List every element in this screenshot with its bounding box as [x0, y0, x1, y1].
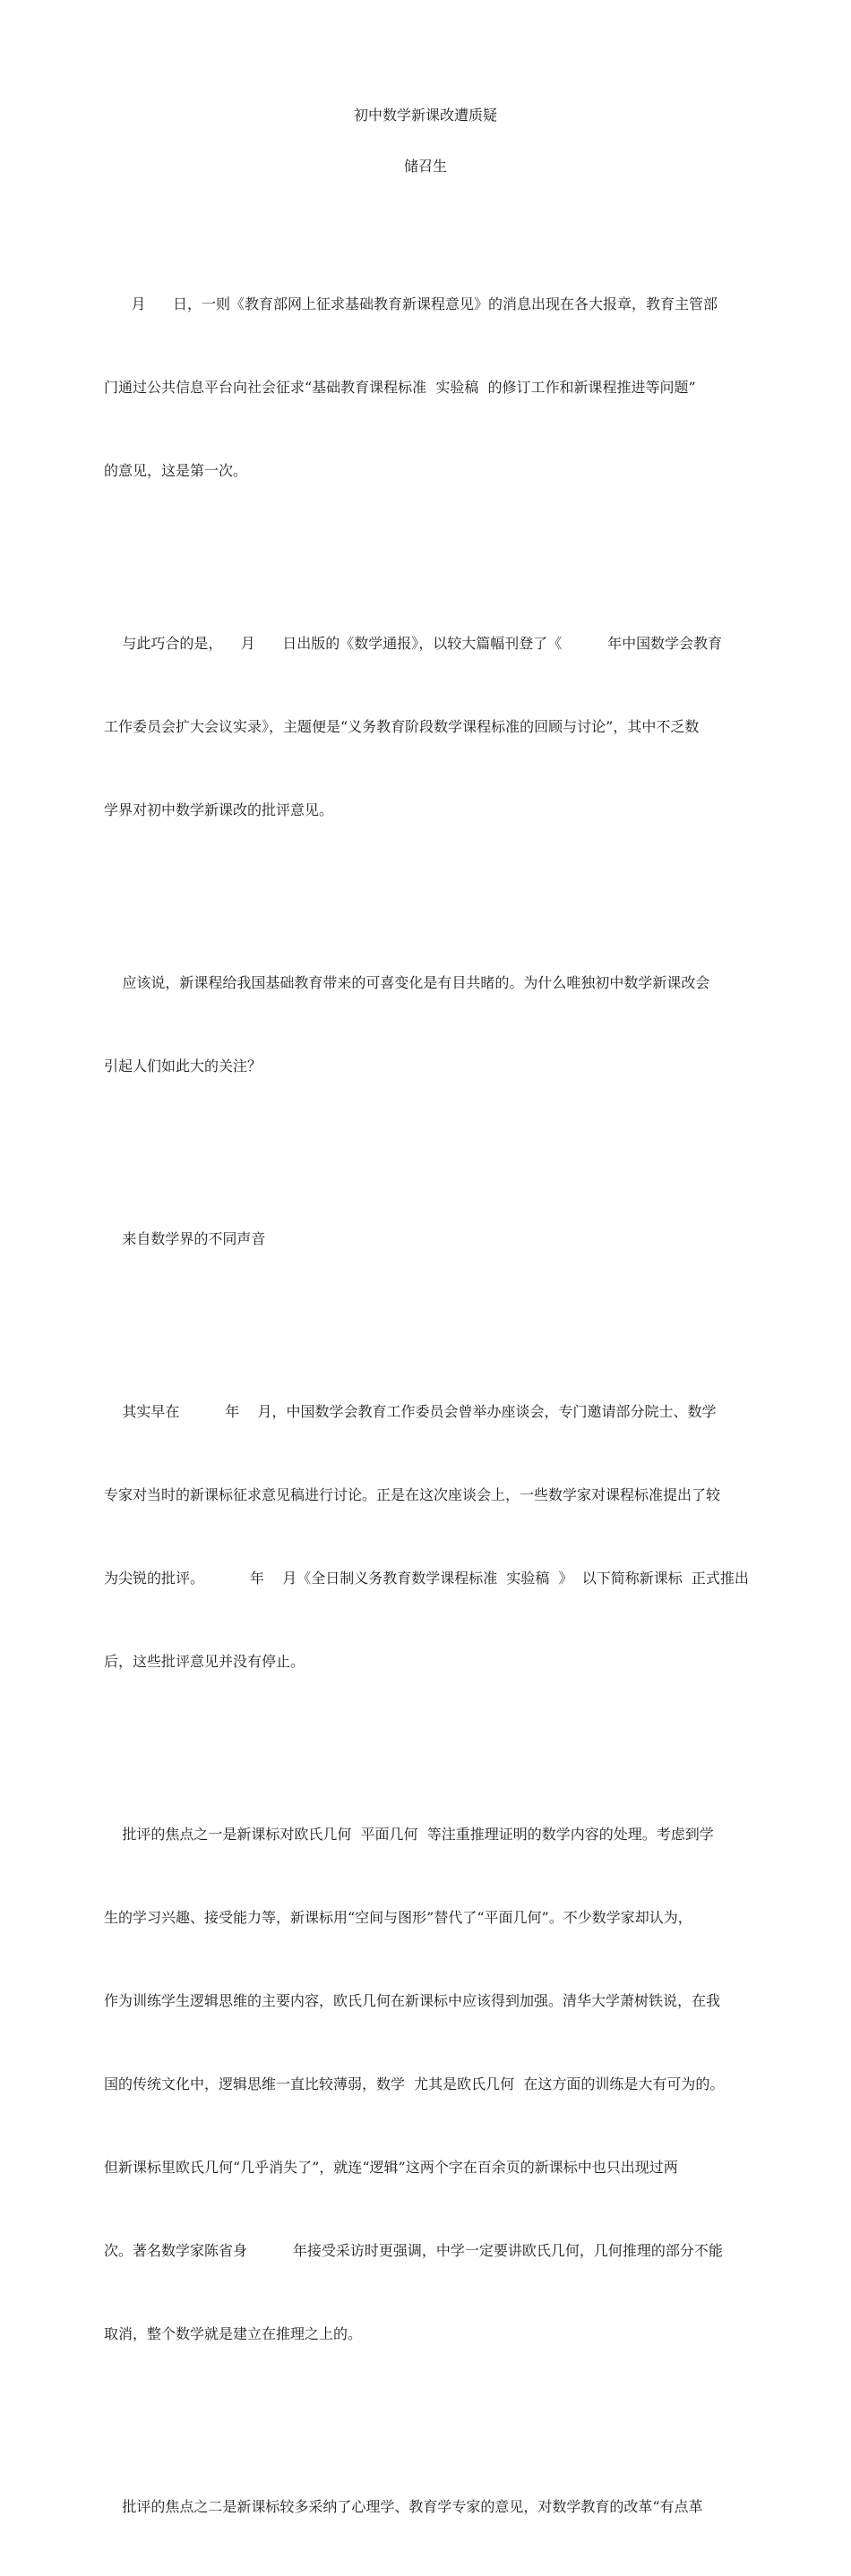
- text-line: 取消，整个数学就是建立在推理之上的。: [104, 2325, 363, 2342]
- paragraph: [104, 913, 751, 1135]
- text-line: 次。著名数学家陈省身 年接受采访时更强调，中学一定要讲欧氏几何，几何推理的部分不能: [104, 2242, 723, 2259]
- text-line: 但新课标里欧氏几何“几乎消失了”，就连“逻辑”这两个字在百余页的新课标中也只出现过两: [104, 2159, 678, 2176]
- text-line: 后，这些批评意见并没有停止。: [104, 1653, 305, 1670]
- text-line: 与此巧合的是， 月 日出版的《数学通报》，以较大篇幅刊登了《 年中国数学会教育: [104, 635, 723, 652]
- paragraph: [104, 1342, 751, 1731]
- text-line: 为尖锐的批评。 年 月《全日制义务教育数学课程标准 实验稿 》 以下简称新课标 正式推出: [104, 1570, 749, 1587]
- text-line: 作为训练学生逻辑思维的主要内容，欧氏几何在新课标中应该得到加强。清华大学萧树铁说，在我: [104, 1992, 721, 2009]
- paragraph: [104, 2437, 751, 2576]
- text-line: 应该说，新课程给我国基础教育带来的可喜变化是有目共睹的。为什么唯独初中数学新课改会: [104, 974, 710, 991]
- text-line: 生的学习兴趣、接受能力等，新课标用“空间与图形”替代了“平面几何”。不少数学家却认为，: [104, 1909, 692, 1926]
- paragraph: [104, 1765, 751, 2403]
- text-line: 专家对当时的新课标征求意见稿进行讨论。正是在这次座谈会上，一些数学家对课程标准提出了较: [104, 1486, 721, 1503]
- text-line: 引起人们如此大的关注？: [104, 1057, 262, 1074]
- text-line: 国的传统文化中，逻辑思维一直比较薄弱，数学 尤其是欧氏几何 在这方面的训练是大有可为的。: [104, 2075, 725, 2092]
- text-line: 学界对初中数学新课改的批评意见。: [104, 801, 334, 818]
- paragraph: [104, 235, 751, 540]
- document-title: 初中数学新课改遭质疑: [353, 107, 497, 124]
- text-line: 月 日，一则《教育部网上征求基础教育新课程意见》的消息出现在各大报章，教育主管部: [104, 295, 718, 312]
- section-heading: [104, 1169, 751, 1308]
- paragraph: [104, 574, 751, 879]
- text-line: 工作委员会扩大会议实录》，主题便是“义务教育阶段数学课程标准的回顾与讨论”，其中不乏数: [104, 718, 700, 735]
- text-line: 其实早在 年 月，中国数学会教育工作委员会曾举办座谈会，专门邀请部分院士、数学: [104, 1403, 717, 1420]
- document-body: [104, 235, 751, 2576]
- text-line: 门通过公共信息平台向社会征求“基础教育课程标准 实验稿 的修订工作和新课程推进等问题”: [104, 379, 696, 396]
- text-line: 批评的焦点之二是新课标较多采纳了心理学、教育学专家的意见，对数学教育的改革“有点革: [104, 2498, 703, 2515]
- text-line: 批评的焦点之一是新课标对欧氏几何 平面几何 等注重推理证明的数学内容的处理。考虑到学: [104, 1826, 714, 1843]
- document-author: 储召生: [403, 158, 447, 175]
- text-line: 来自数学界的不同声音: [104, 1230, 266, 1247]
- text-line: 的意见，这是第一次。: [104, 462, 248, 479]
